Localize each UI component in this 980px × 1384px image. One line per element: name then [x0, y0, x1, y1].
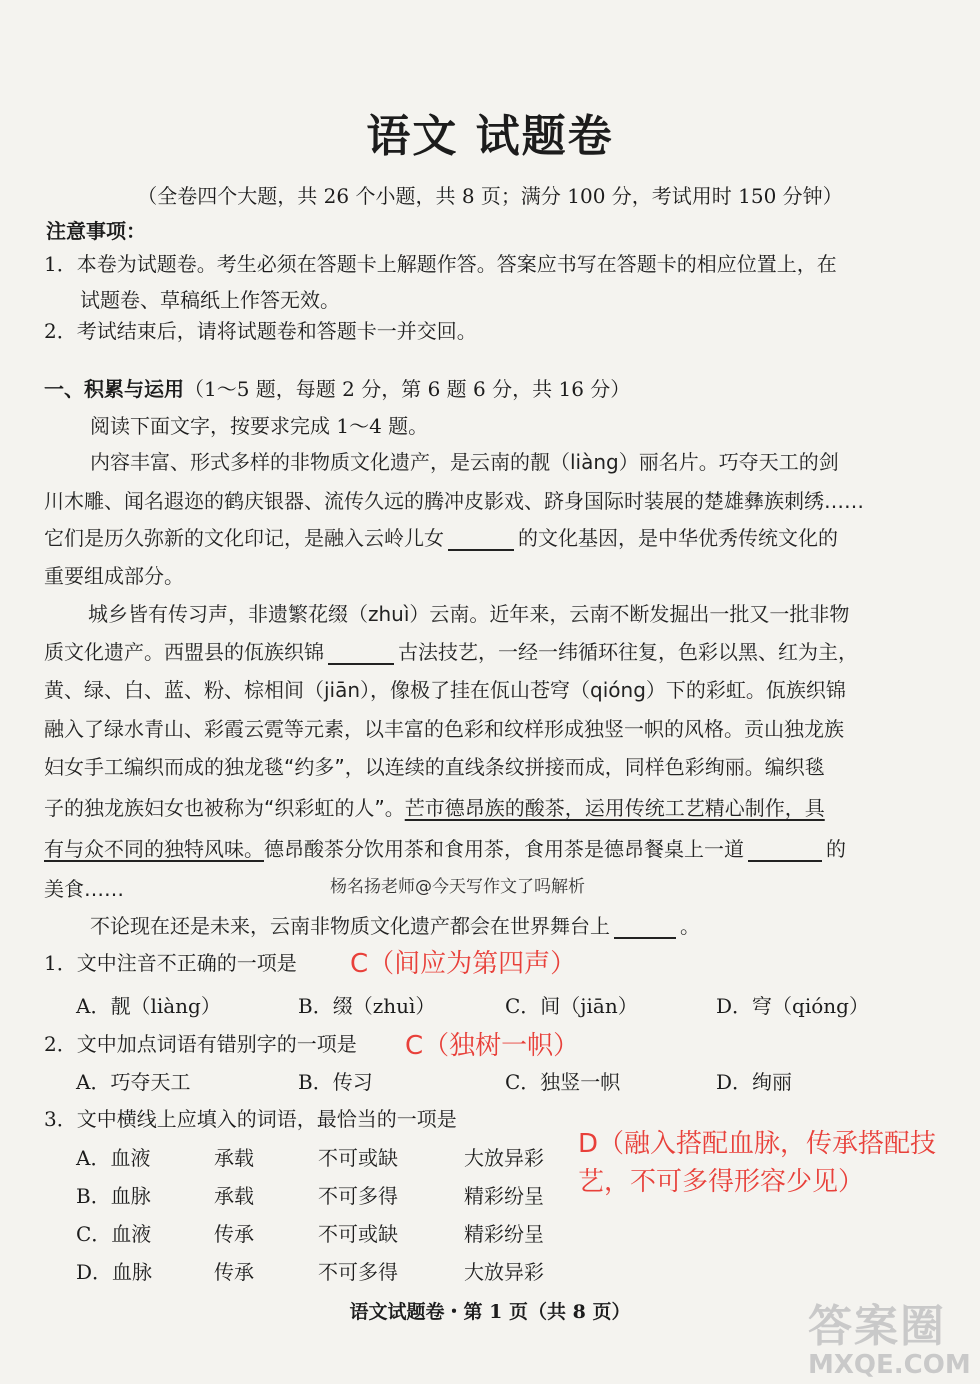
question-3-option-c-word2: 传承: [214, 1222, 254, 1246]
watermark-text: 杨名扬老师@今天写作文了吗解析: [330, 877, 585, 897]
question-3-option-d-word4: 大放异彩: [464, 1260, 544, 1284]
question-3-option-b-word1: B．血脉: [76, 1184, 151, 1208]
question-3-option-d-word1: D．血脉: [76, 1260, 153, 1284]
question-3-option-c-word3: 不可或缺: [318, 1222, 398, 1246]
fill-blank-4: [614, 917, 676, 939]
passage-line: 城乡皆有传习声，非遗繁花缀（zhuì）云南。近年来，云南不断发掘出一批又一批非物: [88, 602, 850, 626]
question-3-option-d-word2: 传承: [214, 1260, 254, 1284]
passage-line: [90, 910, 700, 939]
notice-item-2: 2．考试结束后，请将试题卷和答题卡一并交回。: [44, 319, 477, 343]
passage-line: 妇女手工编织而成的独龙毯“约多”，以连续的直线条纹拼接而成，同样色彩绚丽。编织毯: [44, 755, 825, 779]
question-1-option-b: B．缀（zhuì）: [298, 994, 436, 1018]
question-3-option-b-word4: 精彩纷呈: [464, 1184, 544, 1208]
passage-line: 美食……: [44, 877, 124, 901]
question-2-option-c: C．独竖一帜: [505, 1070, 621, 1094]
passage-line: [44, 792, 825, 821]
passage-text: 子的独龙族妇女也被称为“织彩虹的人”。: [44, 796, 405, 820]
logo-url: MXQE.COM: [808, 1350, 971, 1380]
question-2-answer: C（独树一帜）: [405, 1031, 580, 1061]
passage-line: [44, 522, 838, 551]
passage-text: 不论现在还是未来，云南非物质文化遗产都会在世界舞台上: [90, 914, 610, 938]
question-1-stem: 1．文中注音不正确的一项是: [44, 951, 297, 975]
passage-line: 融入了绿水青山、彩霞云霓等元素，以丰富的色彩和纹样形成独竖一帜的风格。贡山独龙族: [44, 717, 844, 741]
question-3-option-a-word1: A．血液: [76, 1146, 151, 1170]
notice-item-1-cont: 试题卷、草稿纸上作答无效。: [80, 288, 340, 312]
notice-heading: 注意事项：: [46, 219, 146, 243]
underlined-sentence: 芒市德昂族的酸茶，运用传统工艺精心制作，具: [404, 796, 825, 820]
question-2-option-b: B．传习: [298, 1070, 373, 1094]
question-3-option-b-word2: 承载: [214, 1184, 254, 1208]
passage-text: 质文化遗产。西盟县的佤族织锦: [44, 640, 324, 664]
passage-line: 内容丰富、形式多样的非物质文化遗产，是云南的靓（liàng）丽名片。巧夺天工的剑: [90, 450, 839, 474]
passage-line: [44, 833, 846, 862]
passage-text: 的文化基因，是中华优秀传统文化的: [518, 526, 838, 550]
page-title: 语文 试题卷: [366, 111, 614, 162]
passage-line: 黄、绿、白、蓝、粉、棕相间（jiān），像极了挂在佤山苍穹（qióng）下的彩虹。佤族织锦: [44, 678, 846, 702]
question-2-stem: 2．文中加点词语有错别字的一项是: [44, 1032, 357, 1056]
question-1-option-c: C．间（jiān）: [505, 994, 638, 1018]
question-2-option-d: D．绚丽: [716, 1070, 793, 1094]
passage-text: 古法技艺，一经一纬循环往复，色彩以黑、红为主，: [398, 640, 858, 664]
fill-blank-1: [448, 529, 514, 551]
section-1-heading: [44, 373, 630, 402]
question-3-stem: 3．文中横线上应填入的词语，最恰当的一项是: [44, 1107, 457, 1131]
question-3-option-d-word3: 不可多得: [318, 1260, 398, 1284]
question-3-option-c-word1: C．血液: [76, 1222, 152, 1246]
question-1-option-a: A．靓（liàng）: [76, 994, 221, 1018]
question-2-option-a: A．巧夺天工: [76, 1070, 191, 1094]
question-1-answer: C（间应为第四声）: [350, 949, 577, 979]
passage-text: 。: [680, 914, 700, 938]
site-logo: [808, 1290, 976, 1380]
fill-blank-2: [328, 643, 394, 665]
question-3-option-b-word3: 不可多得: [318, 1184, 398, 1208]
question-3-option-a-word4: 大放异彩: [464, 1146, 544, 1170]
section-1-intro: 阅读下面文字，按要求完成 1～4 题。: [90, 414, 429, 438]
logo-mark: 答案圈: [808, 1301, 946, 1352]
question-3-option-a-word2: 承载: [214, 1146, 254, 1170]
passage-text: 德昂酸茶分饮用茶和食用茶，食用茶是德昂餐桌上一道: [264, 837, 744, 861]
section-1-title: 一、积累与运用: [44, 377, 184, 401]
exam-info: （全卷四个大题，共 26 个小题，共 8 页；满分 100 分，考试用时 150 分钟）: [137, 184, 843, 208]
notice-item-1: 1．本卷为试题卷。考生必须在答题卡上解题作答。答案应书写在答题卡的相应位置上，在: [44, 252, 837, 276]
question-1-option-d: D．穹（qióng）: [716, 994, 869, 1018]
passage-line: 川木雕、闻名遐迩的鹤庆银器、流传久远的腾冲皮影戏、跻身国际时装展的楚雄彝族刺绣……: [44, 489, 864, 513]
passage-line: [44, 636, 858, 665]
passage-text: 的: [826, 837, 846, 861]
passage-line: 重要组成部分。: [44, 564, 184, 588]
question-3-answer: D（融入搭配血脉，传承搭配技艺，不可多得形容少见）: [578, 1129, 937, 1197]
page-footer: 语文试题卷・第 1 页（共 8 页）: [349, 1301, 631, 1323]
question-3-option-c-word4: 精彩纷呈: [464, 1222, 544, 1246]
section-1-scoring: （1～5 题，每题 2 分，第 6 题 6 分，共 16 分）: [184, 377, 631, 401]
underlined-sentence: 有与众不同的独特风味。: [44, 837, 264, 861]
passage-text: 它们是历久弥新的文化印记，是融入云岭儿女: [44, 526, 444, 550]
fill-blank-3: [748, 840, 822, 862]
question-3-option-a-word3: 不可或缺: [318, 1146, 398, 1170]
